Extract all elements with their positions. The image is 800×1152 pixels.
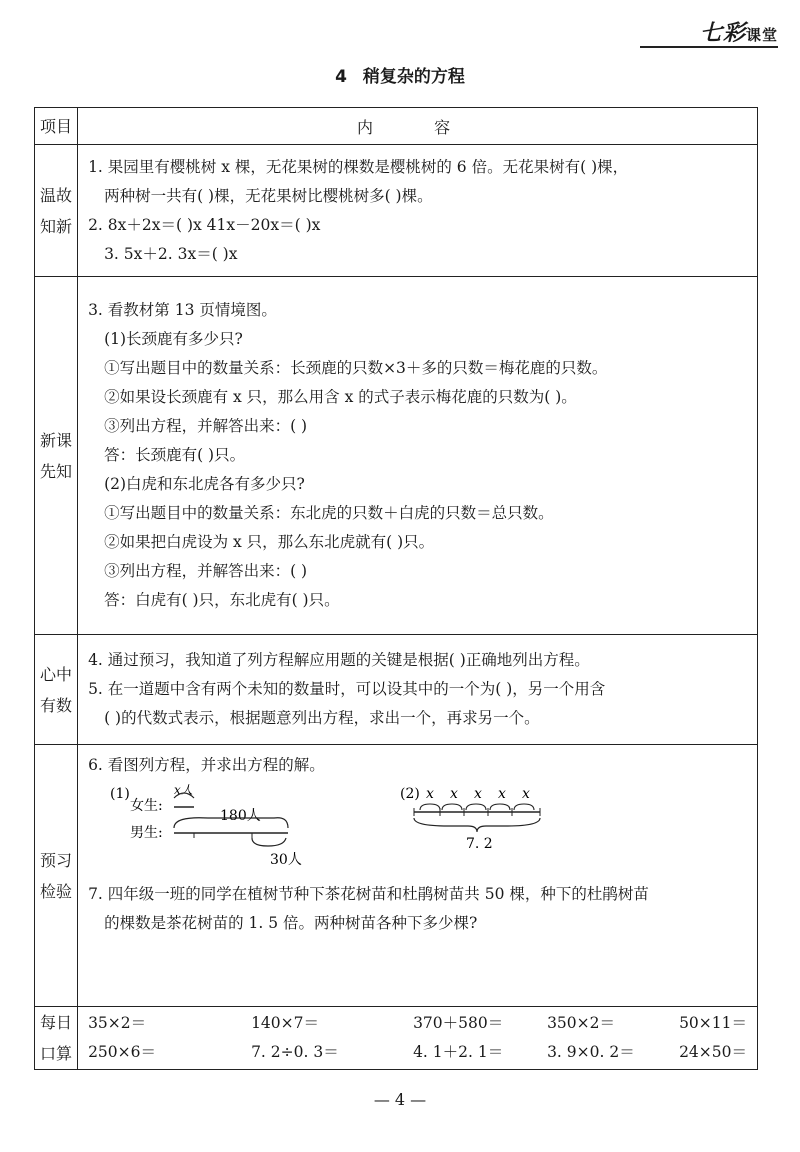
- new-q3: 3. 看教材第 13 页情境图。: [88, 301, 277, 319]
- new-p2: (2)白虎和东北虎各有多少只?: [104, 475, 305, 493]
- d1-diff-label: 30人: [270, 852, 302, 868]
- preview-label: 预习 检验: [35, 745, 78, 1007]
- new-p1: (1)长颈鹿有多少只?: [104, 330, 243, 348]
- d1-girls-label: 女生:: [130, 798, 163, 814]
- header-row: [35, 108, 758, 145]
- lesson-number: 4: [335, 67, 347, 87]
- header-item: 项目: [35, 108, 78, 145]
- review-q1a: 1. 果园里有樱桃树 x 棵，无花果树的棵数是樱桃树的 6 倍。无花果树有( )棵，: [88, 157, 629, 176]
- new-p2-ans: 答：白虎有( )只，东北虎有( )只。: [104, 591, 340, 609]
- d1-x-label: x人: [174, 783, 193, 797]
- new-label: 新课 先知: [35, 277, 78, 635]
- d2-total-label: 7. 2: [466, 836, 493, 852]
- review-q1b: 两种树一共有( )棵，无花果树比樱桃树多( )棵。: [104, 186, 433, 205]
- preview-q6: 6. 看图列方程，并求出方程的解。: [88, 756, 325, 774]
- diagram-svg: [88, 780, 788, 880]
- review-row: [35, 145, 758, 277]
- d1-diff-brace: [252, 838, 286, 846]
- d2-total-brace: [414, 818, 540, 832]
- new-p2-1: ①写出题目中的数量关系：东北虎的只数＋白虎的只数＝总只数。: [104, 504, 554, 522]
- preview-content: [78, 745, 758, 1007]
- page-number: — 4 —: [373, 1090, 427, 1109]
- svg-text:x: x: [522, 786, 530, 802]
- review-content: [78, 145, 758, 277]
- d1-boys-label: 男生:: [130, 825, 163, 841]
- brand-rule: [640, 46, 778, 48]
- daily-row: [35, 1007, 758, 1070]
- mind-content: [78, 635, 758, 745]
- mind-q5a: 5. 在一道题中含有两个未知的数量时，可以设其中的一个为( )，另一个用含: [88, 680, 606, 698]
- mind-row: [35, 635, 758, 745]
- daily-row2: 250×6＝ 7. 2÷0. 3＝ 4. 1＋2. 1＝ 3. 9×0. 2＝ 24×50＝: [88, 1043, 747, 1061]
- daily-label: 每日 口算: [35, 1007, 78, 1070]
- new-p1-3: ③列出方程，并解答出来：( ): [104, 417, 308, 435]
- lesson-title: 稍复杂的方程: [362, 67, 465, 87]
- new-p1-1: ①写出题目中的数量关系：长颈鹿的只数×3＋多的只数＝梅花鹿的只数。: [104, 359, 608, 377]
- d2-tag: (2): [400, 786, 420, 802]
- new-content: [78, 277, 758, 635]
- d2-x-labels: [426, 786, 530, 802]
- new-p2-2: ②如果把白虎设为 x 只，那么东北虎就有( )只。: [104, 533, 435, 551]
- mind-q5b: ( )的代数式表示，根据题意列出方程，求出一个，再求另一个。: [104, 709, 540, 727]
- svg-text:x: x: [498, 786, 506, 802]
- new-row: [35, 277, 758, 635]
- mind-label: 心中 有数: [35, 635, 78, 745]
- diagrams: [88, 780, 747, 880]
- new-p1-ans: 答：长颈鹿有( )只。: [104, 446, 246, 464]
- new-p2-3: ③列出方程，并解答出来：( ): [104, 562, 308, 580]
- worksheet-table: [34, 107, 758, 1070]
- review-q2a: 2. 8x＋2x＝( )x 41x－20x＝( )x: [88, 215, 321, 234]
- daily-content: [78, 1007, 758, 1070]
- d1-tag: (1): [110, 786, 130, 802]
- new-p1-2: ②如果设长颈鹿有 x 只，那么用含 x 的式子表示梅花鹿的只数为( )。: [104, 388, 577, 406]
- mind-q4: 4. 通过预习，我知道了列方程解应用题的关键是根据( )正确地列出方程。: [88, 651, 590, 669]
- d2-braces: [420, 804, 534, 810]
- header-content: 内 容: [78, 108, 758, 145]
- d1-total-label: 180人: [220, 808, 261, 824]
- page-title: [0, 62, 800, 87]
- svg-text:x: x: [474, 786, 482, 802]
- review-label: 温故 知新: [35, 145, 78, 277]
- svg-text:x: x: [450, 786, 458, 802]
- preview-q7a: 7. 四年级一班的同学在植树节种下茶花树苗和杜鹃树苗共 50 棵，种下的杜鹃树苗: [88, 885, 649, 903]
- preview-row: [35, 745, 758, 1007]
- preview-q7b: 的棵数是茶花树苗的 1. 5 倍。两种树苗各种下多少棵?: [104, 914, 478, 932]
- svg-text:x: x: [426, 786, 434, 802]
- review-q2b: 3. 5x＋2. 3x＝( )x: [104, 244, 238, 263]
- daily-row1: 35×2＝ 140×7＝ 370＋580＝ 350×2＝ 50×11＝: [88, 1014, 747, 1032]
- brand-logo: 七彩课堂: [699, 21, 778, 46]
